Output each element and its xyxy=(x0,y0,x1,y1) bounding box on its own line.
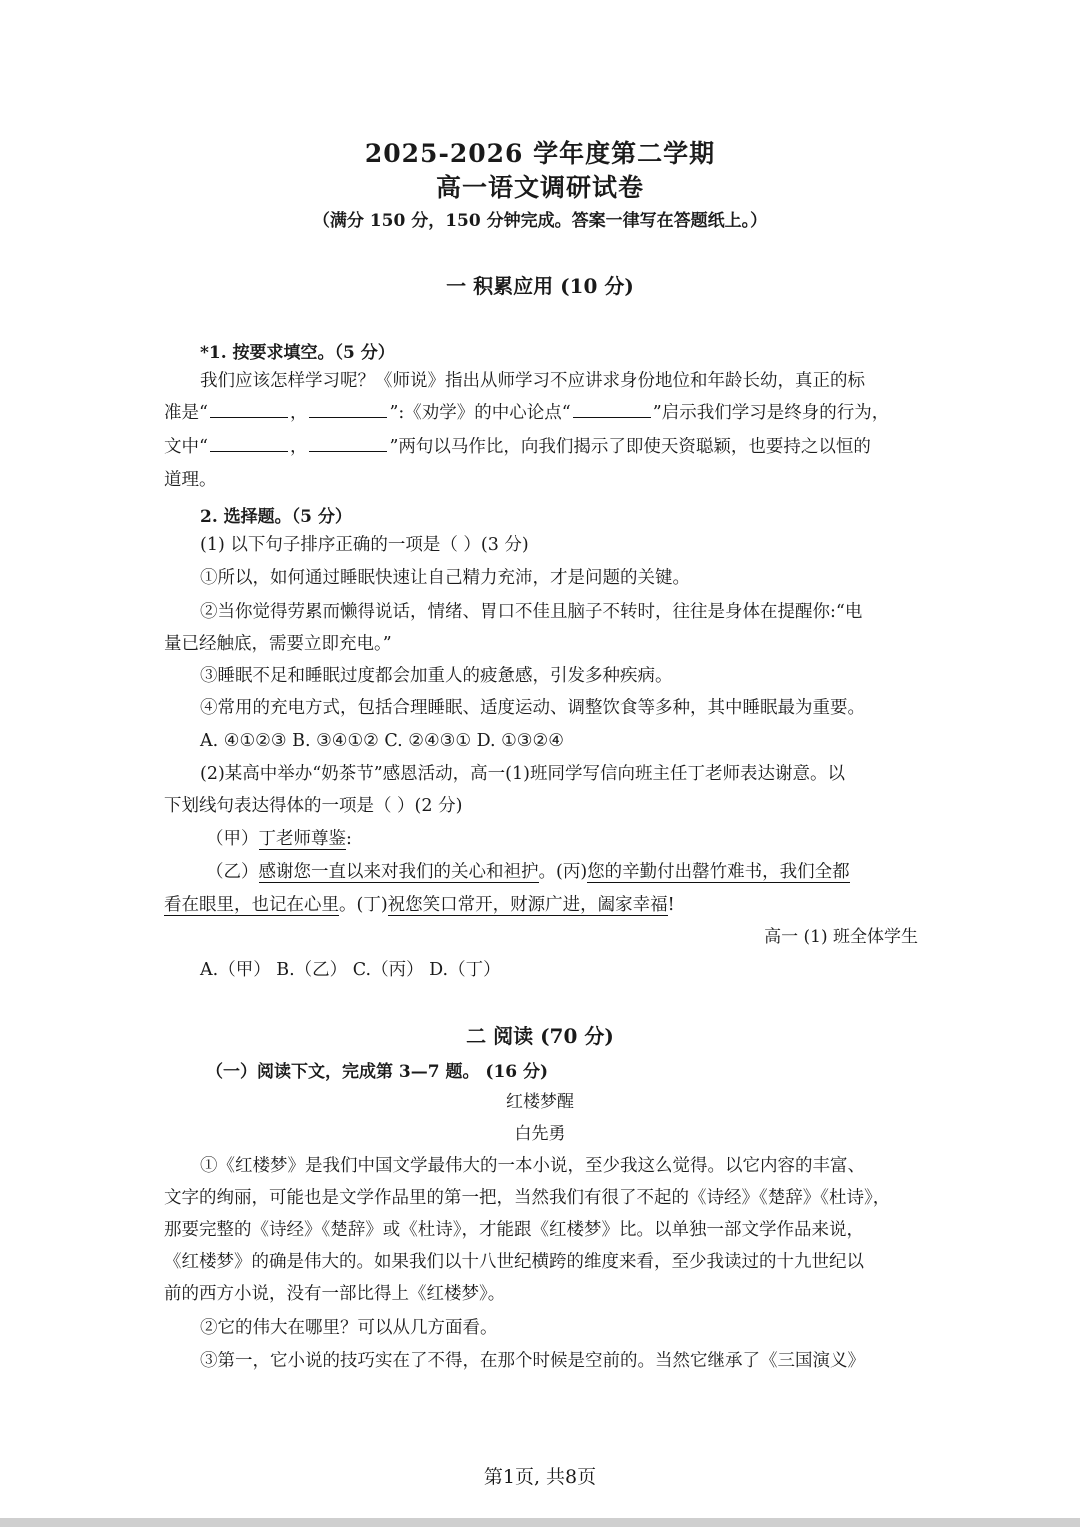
section-heading-accumulation: 一 积累应用 (10 分) xyxy=(446,274,634,298)
q1-line-3: 文中“ ， ”两句以马作比，向我们揭示了即使天资聪颖，也要持之以恒的 xyxy=(164,437,871,457)
letter-line-bing-ding: 看在眼里，也记在心里。(丁)祝您笑口常开，财源广进，阖家幸福! xyxy=(164,895,675,915)
sentence-1: ①所以，如何通过睡眠快速让自己精力充沛，才是问题的关键。 xyxy=(200,568,690,588)
sentence-3: ③睡眠不足和睡眠过度都会加重人的疲惫感，引发多种疾病。 xyxy=(200,666,673,686)
q2-part-1-options: A. ④①②③ B. ③④①② C. ②④③① D. ①③②④ xyxy=(200,731,564,751)
reading-part-1-label: （一）阅读下文，完成第 3—7 题。 (16 分) xyxy=(206,1062,549,1082)
q1-line-2: 准是“ ， ”:《劝学》的中心论点“ ”启示我们学习是终身的行为， xyxy=(164,403,890,423)
underlined-yi: 感谢您一直以来对我们的关心和袒护 xyxy=(258,862,539,882)
fill-blank-5[interactable] xyxy=(309,437,387,452)
letter-line-jia: （甲）丁老师尊鉴: xyxy=(206,829,352,849)
underlined-bing-part-2: 看在眼里，也记在心里 xyxy=(164,895,339,915)
fill-blank-2[interactable] xyxy=(309,403,387,418)
exam-title: 高一语文调研试卷 xyxy=(435,173,644,202)
paragraph-3-line-1: ③第一，它小说的技巧实在了不得，在那个时候是空前的。当然它继承了《三国演义》 xyxy=(200,1351,865,1371)
q2-part-2-options: A.（甲） B.（乙） C.（丙） D.（丁） xyxy=(200,960,501,980)
q2-part-2-prompt-line-1: (2)某高中举办“奶茶节”感恩活动，高一(1)班同学写信向班主任丁老师表达谢意。以 xyxy=(200,764,845,784)
essay-title: 红楼梦醒 xyxy=(506,1092,574,1112)
paragraph-1-line-1: ①《红楼梦》是我们中国文学最伟大的一本小说，至少我这么觉得。以它内容的丰富、 xyxy=(200,1156,865,1176)
q2-part-1-prompt: (1) 以下句子排序正确的一项是（ ）(3 分) xyxy=(200,535,529,555)
question-1-label: *1. 按要求填空。（5 分） xyxy=(200,343,395,363)
q1-line-4: 道理。 xyxy=(164,470,217,490)
fill-blank-1[interactable] xyxy=(210,403,288,418)
paragraph-1-line-2: 文字的绚丽，可能也是文学作品里的第一把，当然我们有很了不起的《诗经》《楚辞》《杜诗》， xyxy=(164,1188,891,1208)
letter-line-yi-bing: （乙）感谢您一直以来对我们的关心和袒护。(丙)您的辛勤付出罄竹难书，我们全都 xyxy=(206,862,850,882)
underlined-ding: 祝您笑口常开，财源广进，阖家幸福 xyxy=(387,895,668,915)
sentence-4: ④常用的充电方式，包括合理睡眠、适度运动、调整饮食等多种，其中睡眠最为重要。 xyxy=(200,698,865,718)
paragraph-2: ②它的伟大在哪里？可以从几方面看。 xyxy=(200,1318,498,1338)
exam-title-term: 2025-2026 学年度第二学期 xyxy=(364,139,716,168)
scan-edge-shadow xyxy=(0,1518,1080,1527)
q1-line-1: 我们应该怎样学习呢？《师说》指出从师学习不应讲求身份地位和年龄长幼，真正的标 xyxy=(200,371,865,391)
q2-part-2-prompt-line-2: 下划线句表达得体的一项是（ ）(2 分) xyxy=(164,796,463,816)
essay-author: 白先勇 xyxy=(514,1124,566,1144)
exam-instructions: （满分 150 分，150 分钟完成。答案一律写在答题纸上。） xyxy=(312,211,768,231)
paragraph-1-line-4: 《红楼梦》的确是伟大的。如果我们以十八世纪横跨的维度来看，至少我读过的十九世纪以 xyxy=(164,1252,864,1272)
underlined-jia: 丁老师尊鉴 xyxy=(258,829,346,849)
sentence-2-line-2: 量已经触底，需要立即充电。” xyxy=(164,634,392,654)
paragraph-1-line-3: 那要完整的《诗经》《楚辞》或《杜诗》，才能跟《红楼梦》比。以单独一部文学作品来说， xyxy=(164,1220,864,1240)
page-number: 第1页, 共8页 xyxy=(483,1466,597,1488)
sentence-2-line-1: ②当你觉得劳累而懒得说话，情绪、胃口不佳且脑子不转时，往往是身体在提醒你:“电 xyxy=(200,602,863,622)
paragraph-1-line-5: 前的西方小说，没有一部比得上《红楼梦》。 xyxy=(164,1284,506,1304)
letter-signature: 高一 (1) 班全体学生 xyxy=(764,927,918,947)
question-2-label: 2. 选择题。（5 分） xyxy=(200,507,352,527)
section-heading-reading: 二 阅读 (70 分) xyxy=(466,1024,614,1048)
fill-blank-3[interactable] xyxy=(573,403,651,418)
underlined-bing-part-1: 您的辛勤付出罄竹难书，我们全都 xyxy=(587,862,850,882)
fill-blank-4[interactable] xyxy=(210,437,288,452)
